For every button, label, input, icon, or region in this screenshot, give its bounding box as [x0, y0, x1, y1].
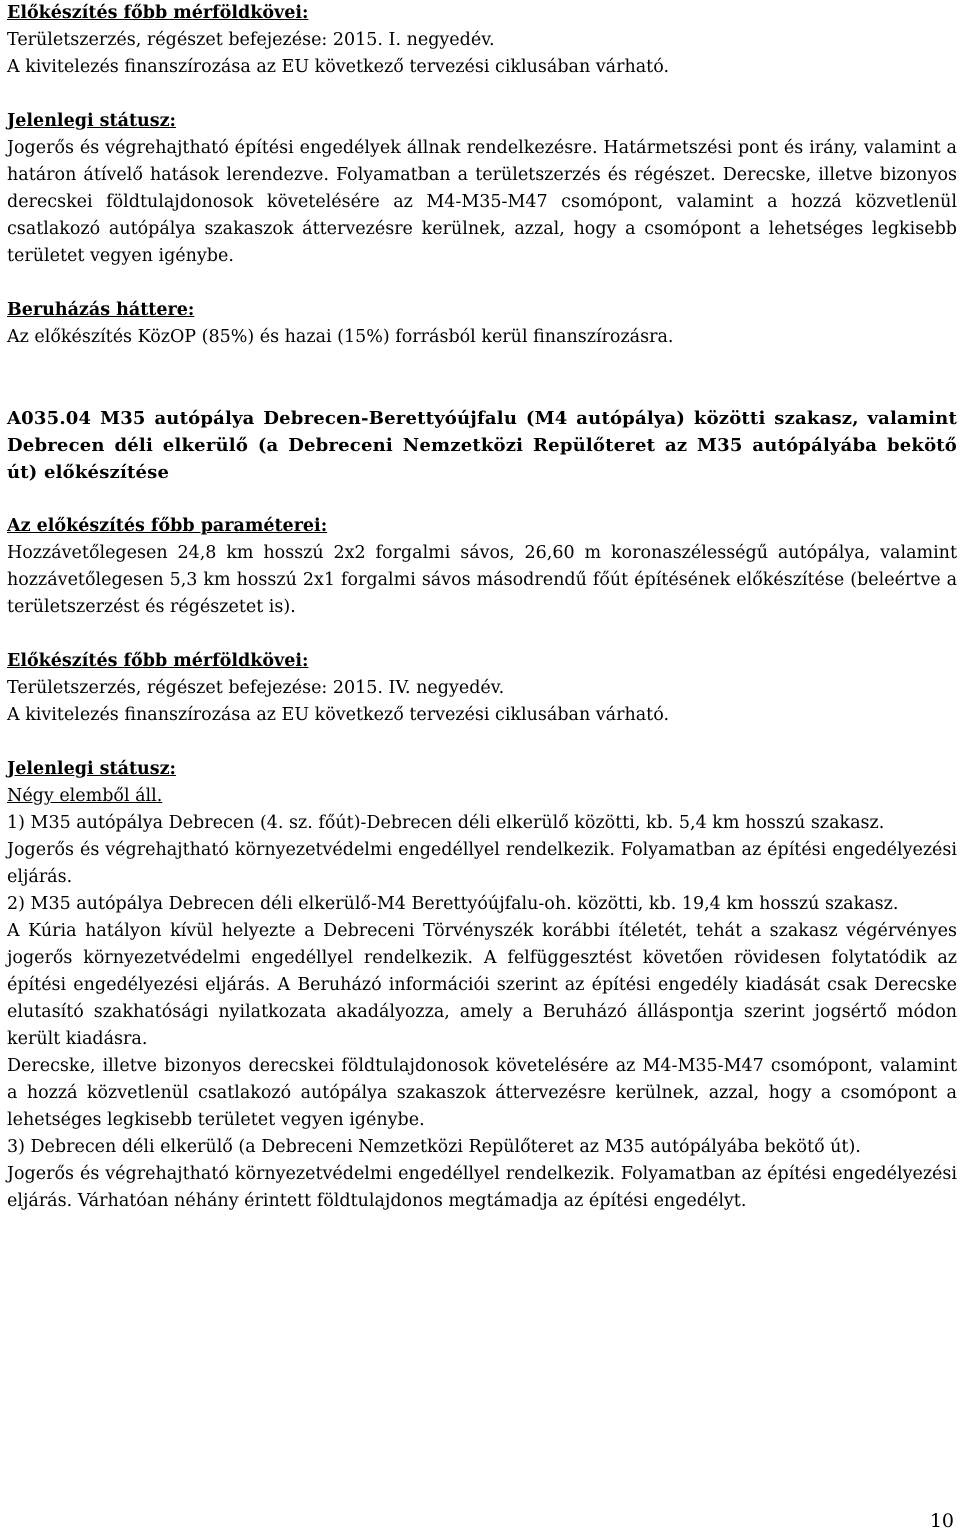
status-item: Jogerős és végrehajtható környezetvédelmi engedéllyel rendelkezik. Folyamatban az építési engedélyezési eljárás.	[7, 840, 957, 887]
milestone-line: A kivitelezés finanszírozása az EU következő tervezési ciklusában várható.	[7, 57, 670, 77]
status-text: Jogerős és végrehajtható építési engedélyek állnak rendelkezésre. Határmetszési pont és irány, valamint a határon átívelő hatások lerendezve. Folyamatban a területszerzés és régészet. Derecske, illetve bizonyos derecskei földtulajdonosok követelésére az M4-M35-M47 csomópont, valamint a hozzá közvetlenül csatlakozó autópálya szakaszok áttervezésre kerülnek, azzal, hogy a csomópont a lehetséges legkisebb területet vegyen igénybe.	[7, 138, 957, 266]
milestones-heading-2: Előkészítés főbb mérföldkövei:	[7, 651, 309, 671]
status-heading: Jelenlegi státusz:	[7, 111, 177, 131]
document-page	[7, 0, 957, 1215]
status-item: 3) Debrecen déli elkerülő (a Debreceni Nemzetközi Repülőteret az M35 autópályába bekötő út).	[7, 1137, 861, 1157]
status-item: 2) M35 autópálya Debrecen déli elkerülő-M4 Berettyóújfalu-oh. közötti, kb. 19,4 km hosszú szakasz.	[7, 894, 899, 914]
status-item: Jogerős és végrehajtható környezetvédelmi engedéllyel rendelkezik. Folyamatban az építési engedélyezési eljárás. Várhatóan néhány érintett földtulajdonos megtámadja az építési engedélyt.	[7, 1164, 957, 1211]
milestone-line: A kivitelezés finanszírozása az EU következő tervezési ciklusában várható.	[7, 705, 670, 725]
status-item: Derecske, illetve bizonyos derecskei földtulajdonosok követelésére az M4-M35-M47 csomópont, valamint a hozzá közvetlenül csatlakozó autópálya szakaszok áttervezésre kerülnek, azzal, hogy a csomópont a lehetséges legkisebb területet vegyen igénybe.	[7, 1056, 957, 1130]
background-text: Az előkészítés KözOP (85%) és hazai (15%) forrásból kerül finanszírozásra.	[7, 327, 674, 347]
page-number: 10	[929, 1510, 954, 1532]
milestones-heading: Előkészítés főbb mérföldkövei:	[7, 3, 309, 23]
status-item: 1) M35 autópálya Debrecen (4. sz. főút)-Debrecen déli elkerülő közötti, kb. 5,4 km hosszú szakasz.	[7, 813, 885, 833]
status-intro: Négy elemből áll.	[7, 786, 163, 806]
milestone-line: Területszerzés, régészet befejezése: 2015. IV. negyedév.	[7, 678, 505, 698]
milestone-line: Területszerzés, régészet befejezése: 2015. I. negyedév.	[7, 30, 495, 50]
project-title: A035.04 M35 autópálya Debrecen-Berettyóújfalu (M4 autópálya) közötti szakasz, valamint Debrecen déli elkerülő (a Debreceni Nemzetközi Repülőteret az M35 autópályába bekötő út) előkészítése	[7, 408, 957, 483]
status-item: A Kúria hatályon kívül helyezte a Debreceni Törvényszék korábbi ítéletét, tehát a szakasz végérvényes jogerős környezetvédelmi engedéllyel rendelkezik. A felfüggesztést követően rövidesen folytatódik az építési engedélyezési eljárás. A Beruházó információi szerint az építési engedély kiadását csak Derecske elutasító szakhatósági nyilatkozata akadályozza, amely a Beruházó álláspontja szerint jogsértő módon került kiadásra.	[7, 921, 957, 1049]
status-heading-2: Jelenlegi státusz:	[7, 759, 177, 779]
params-text: Hozzávetőlegesen 24,8 km hosszú 2x2 forgalmi sávos, 26,60 m koronaszélességű autópálya, valamint hozzávetőlegesen 5,3 km hosszú 2x1 forgalmi sávos másodrendű főút építésének előkészítése (beleértve a területszerzést és régészetet is).	[7, 543, 957, 617]
background-heading: Beruházás háttere:	[7, 300, 195, 320]
params-heading: Az előkészítés főbb paraméterei:	[7, 516, 328, 536]
